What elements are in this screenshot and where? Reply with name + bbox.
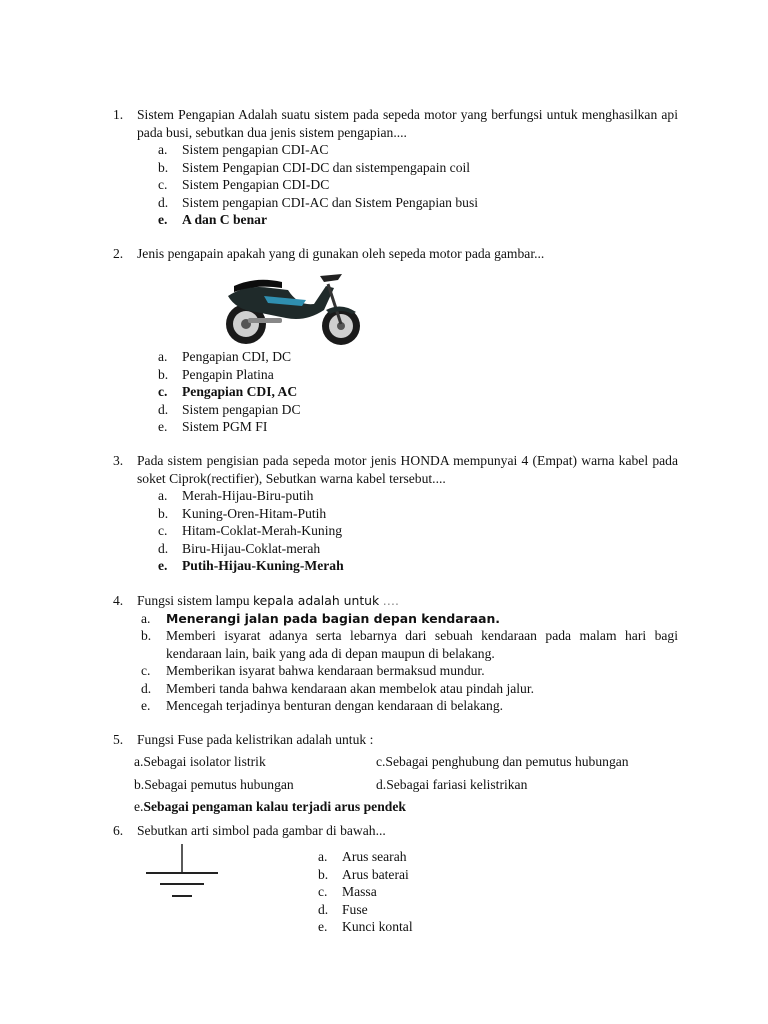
question-6: [113, 822, 678, 840]
option-list: [113, 610, 678, 715]
option-list: [113, 348, 678, 436]
question-number: 2.: [113, 246, 124, 261]
option-c: c. Sistem Pengapian CDI-DC: [158, 177, 330, 192]
question-2: [113, 245, 678, 263]
question-text: Sistem Pengapian Adalah suatu sistem pada sepeda motor yang berfungsi untuk menghasilkan api pada busi, sebutkan dua jenis sistem pengapian....: [137, 107, 678, 140]
option-d: d. Biru-Hijau-Coklat-merah: [158, 540, 321, 556]
option-c: c.Sebagai penghubung dan pemutus hubungan: [376, 754, 629, 769]
option-d: d. Fuse: [318, 901, 368, 917]
motorcycle-image: [216, 266, 366, 348]
option-c: c. Massa: [318, 884, 377, 899]
option-e: e. Mencegah terjadinya benturan dengan kendaraan di belakang.: [141, 698, 504, 713]
option-d: d. Sistem pengapian CDI-AC dan Sistem Pengapian busi: [158, 194, 479, 210]
option-c-correct: c. Pengapian CDI, AC: [158, 384, 298, 399]
option-a: a. Sistem pengapian CDI-AC: [158, 142, 329, 157]
question-text: Jenis pengapain apakah yang di gunakan oleh sepeda motor pada gambar...: [137, 246, 545, 261]
question-3: [113, 452, 678, 575]
option-c: c. Memberikan isyarat bahwa kendaraan bermaksud mundur.: [141, 663, 485, 678]
option-e: e. Kunci kontal: [318, 919, 413, 934]
option-a: a.Sebagai isolator listrik: [134, 754, 266, 769]
option-b: b. Memberi isyarat adanya serta lebarnya dari sebuah kendaraan pada malam hari bagi kendaraan lain, baik yang ada di depan maupun di belakang.: [141, 628, 678, 661]
question-text: Sebutkan arti simbol pada gambar di bawah...: [137, 823, 386, 838]
question-2-options: [113, 348, 678, 436]
question-6-options: [318, 848, 518, 936]
question-1: [113, 106, 678, 229]
option-a: a. Arus searah: [318, 849, 407, 864]
option-b: b. Pengapin Platina: [158, 366, 274, 382]
question-text: Fungsi sistem lampu kepala adalah untuk ….: [137, 593, 399, 608]
question-number: 5.: [113, 732, 124, 747]
option-c: c. Hitam-Coklat-Merah-Kuning: [158, 523, 343, 538]
option-a: a. Merah-Hijau-Biru-putih: [158, 488, 314, 503]
option-b: b. Sistem Pengapian CDI-DC dan sistempengapain coil: [158, 159, 471, 175]
option-b: b.Sebagai pemutus hubungan: [134, 777, 294, 792]
option-list: [113, 141, 678, 229]
option-b: b. Arus baterai: [318, 866, 409, 882]
option-e-correct: e.Sebagai pengaman kalau terjadi arus pendek: [134, 799, 406, 814]
question-number: 3.: [113, 453, 124, 468]
option-a-correct: a. Menerangi jalan pada bagian depan kendaraan.: [141, 610, 501, 626]
option-e-correct: e. A dan C benar: [158, 212, 267, 227]
ground-symbol-icon: [138, 842, 226, 904]
option-d: d. Sistem pengapian DC: [158, 401, 301, 417]
option-e-correct: e. Putih-Hijau-Kuning-Merah: [158, 558, 344, 573]
question-number: 1.: [113, 107, 124, 122]
question-5: [113, 731, 678, 749]
option-d: d. Memberi tanda bahwa kendaraan akan membelok atau pindah jalur.: [141, 680, 535, 696]
question-number: 4.: [113, 593, 124, 608]
question-text: Fungsi Fuse pada kelistrikan adalah untuk :: [137, 732, 374, 747]
option-list: [113, 487, 678, 575]
question-text: Pada sistem pengisian pada sepeda motor jenis HONDA mempunyai 4 (Empat) warna kabel pada soket Ciprok(rectifier), Sebutkan warna kabel tersebut....: [137, 453, 678, 486]
option-a: a. Pengapian CDI, DC: [158, 349, 292, 364]
option-e: e. Sistem PGM FI: [158, 419, 268, 434]
option-b: b. Kuning-Oren-Hitam-Putih: [158, 505, 327, 521]
option-d: d.Sebagai fariasi kelistrikan: [376, 777, 528, 792]
question-number: 6.: [113, 823, 124, 838]
question-4: [113, 592, 678, 715]
